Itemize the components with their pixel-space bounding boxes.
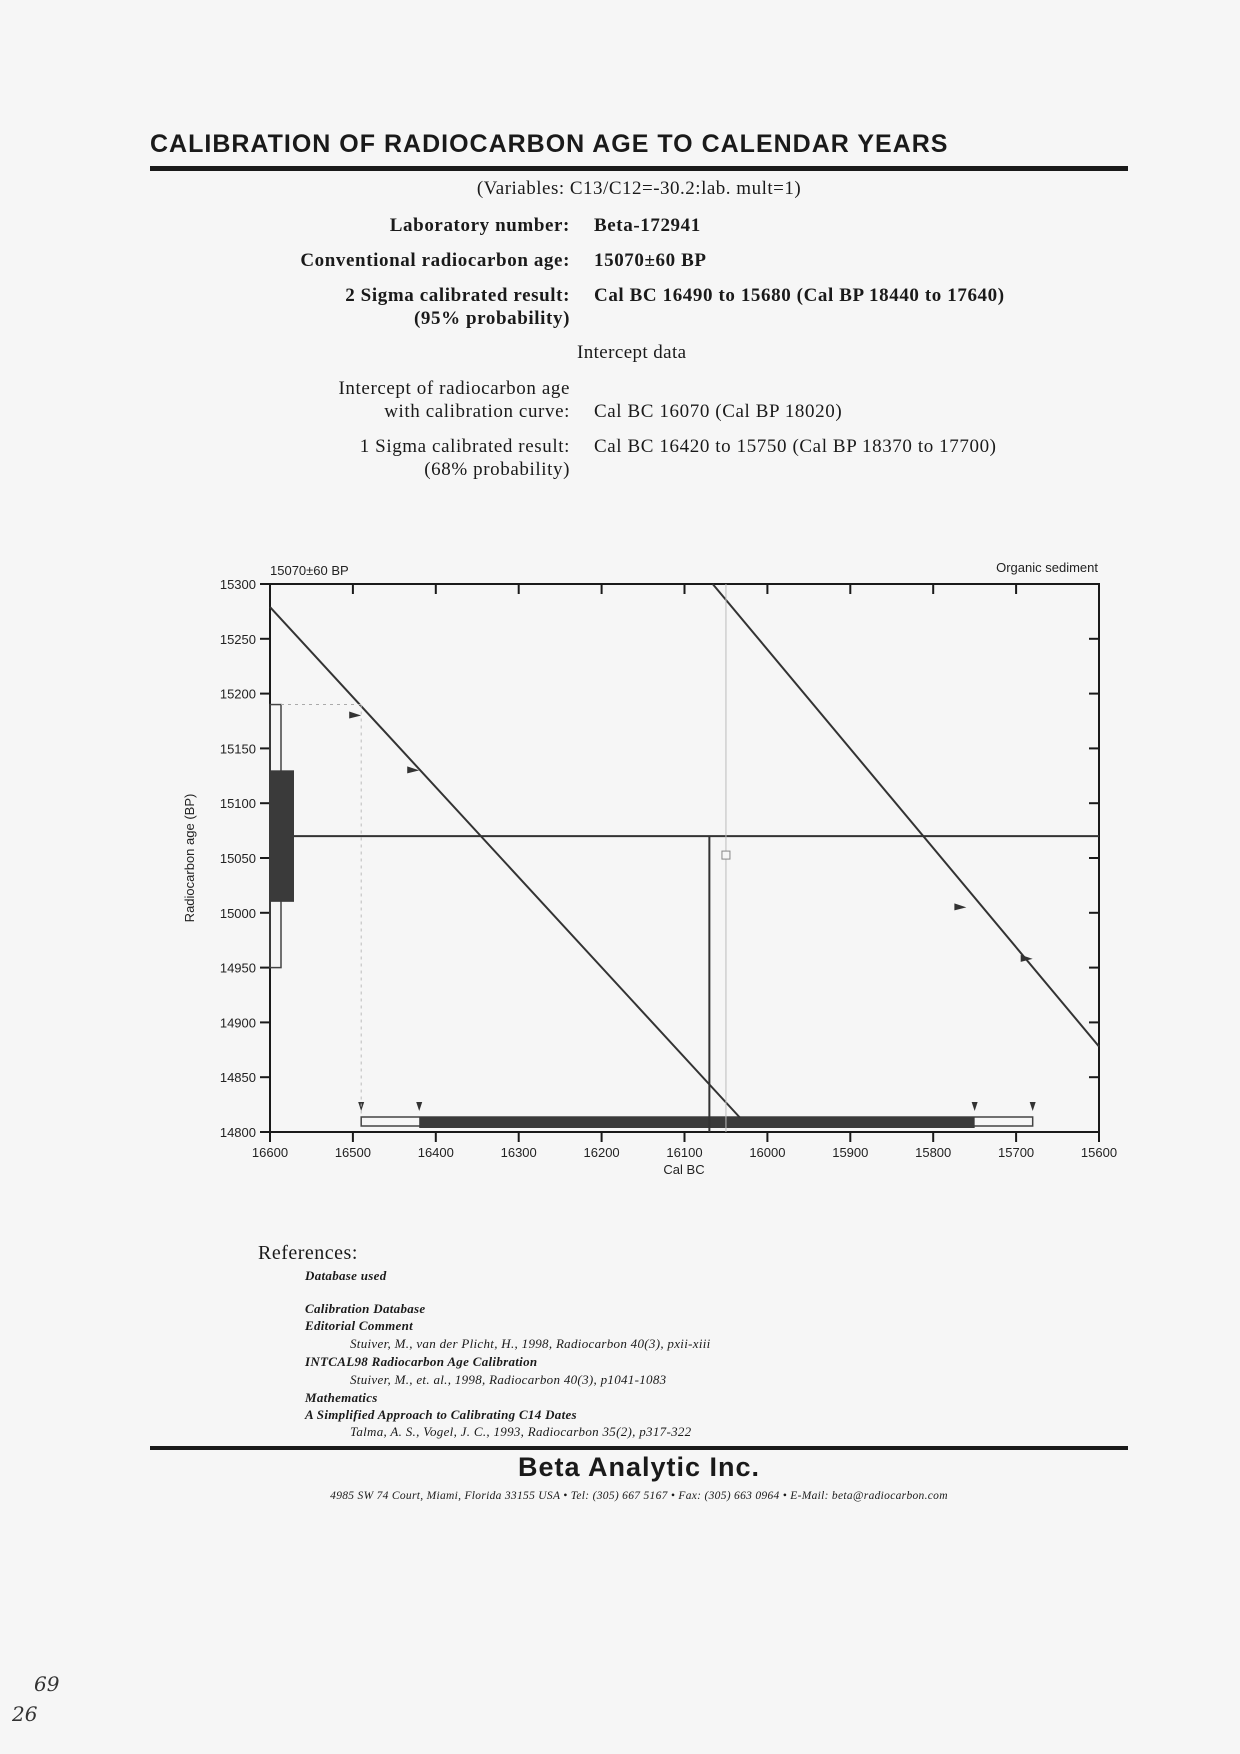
two-sigma-value: Cal BC 16490 to 15680 (Cal BP 18440 to 17640) [594, 285, 1005, 306]
chart-title: 15070±60 BP [270, 563, 349, 578]
ref-mathematics: Mathematics [305, 1390, 378, 1405]
two-sigma-probability: (95% probability) [413, 308, 570, 329]
range-marker [1030, 1102, 1036, 1111]
x-tick-label: 16300 [500, 1145, 537, 1160]
one-sigma-label: 1 Sigma calibrated result: [359, 436, 570, 457]
y-tick-label: 15150 [219, 741, 256, 757]
x-tick-label: 16100 [666, 1145, 703, 1160]
y-tick-label: 14900 [219, 1015, 256, 1031]
lab-number-label: Laboratory number: [389, 215, 570, 236]
y-tick-label: 15100 [219, 796, 256, 812]
handwritten-note-1: 69 [34, 1672, 60, 1696]
y-tick-label: 14950 [219, 960, 256, 976]
ref-citation-stuiver-etal: Stuiver, M., et. al., 1998, Radiocarbon 40(3), p1041-1083 [350, 1372, 667, 1387]
y-tick-label: 15300 [219, 577, 256, 592]
curve-marker [954, 903, 966, 910]
conv-age-label: Conventional radiocarbon age: [300, 250, 570, 271]
range-marker [416, 1102, 422, 1111]
one-sigma-range-bar [419, 1117, 974, 1128]
y-tick-label: 14850 [219, 1070, 256, 1086]
curve-marker [349, 712, 361, 719]
y-tick-label: 15050 [219, 851, 256, 866]
range-marker [972, 1102, 978, 1111]
ref-calibration-database: Calibration Database [305, 1301, 426, 1316]
y-tick-label: 14800 [219, 1125, 256, 1140]
y-axis-label: Radiocarbon age (BP) [182, 793, 197, 923]
sample-type-label: Organic sediment [996, 560, 1098, 575]
x-tick-label: 15700 [998, 1145, 1035, 1160]
ref-intcal98: INTCAL98 Radiocarbon Age Calibration [305, 1354, 538, 1369]
x-tick-label: 16200 [583, 1145, 620, 1160]
intercept-label-line1: Intercept of radiocarbon age [338, 378, 570, 399]
y-tick-label: 15000 [219, 905, 256, 921]
x-tick-label: 16400 [417, 1145, 454, 1160]
calibration-curve [270, 607, 740, 1118]
intercept-marker [722, 851, 730, 859]
conv-age-value: 15070±60 BP [594, 250, 707, 271]
report-title: CALIBRATION OF RADIOCARBON AGE TO CALENDAR YEARS [150, 130, 949, 158]
ref-editorial-comment: Editorial Comment [305, 1318, 414, 1333]
x-tick-label: 15800 [915, 1145, 952, 1160]
x-tick-label: 16600 [251, 1145, 289, 1160]
two-sigma-label: 2 Sigma calibrated result: [345, 285, 570, 306]
intercept-heading: Intercept data [577, 342, 687, 363]
references-heading: References: [258, 1242, 358, 1264]
x-tick-label: 15600 [1080, 1145, 1118, 1160]
intercept-label-line2: with calibration curve: [384, 401, 570, 422]
one-sigma-probability: (68% probability) [424, 459, 570, 480]
y-tick-label: 15250 [219, 631, 256, 647]
company-name: Beta Analytic Inc. [517, 1452, 761, 1482]
calibration-curve [713, 584, 1099, 1047]
y-tick-label: 15200 [219, 686, 256, 702]
x-tick-label: 16500 [334, 1145, 371, 1160]
company-address: 4985 SW 74 Court, Miami, Florida 33155 USA • Tel: (305) 667 5167 • Fax: (305) 663 0964 • E-Mail: beta@radiocarbon.com [330, 1490, 948, 1502]
ref-simplified-approach: A Simplified Approach to Calibrating C14 Dates [305, 1407, 577, 1422]
lab-number-value: Beta-172941 [594, 215, 701, 236]
footer-rule [150, 1446, 1128, 1450]
x-tick-label: 15900 [832, 1145, 869, 1160]
one-sigma-age-box [270, 770, 294, 902]
plot-frame [270, 584, 1099, 1132]
ref-database-used: Database used [305, 1268, 387, 1283]
intercept-value: Cal BC 16070 (Cal BP 18020) [594, 401, 843, 422]
variables-line: (Variables: C13/C12=-30.2:lab. mult=1) [476, 178, 802, 199]
ref-citation-stuiver-vdp: Stuiver, M., van der Plicht, H., 1998, Radiocarbon 40(3), pxii-xiii [350, 1336, 711, 1351]
x-tick-label: 16000 [749, 1145, 786, 1160]
handwritten-note-2: 26 [12, 1702, 38, 1726]
one-sigma-value: Cal BC 16420 to 15750 (Cal BP 18370 to 17700) [594, 436, 997, 457]
ref-citation-talma: Talma, A. S., Vogel, J. C., 1993, Radiocarbon 35(2), p317-322 [350, 1424, 692, 1439]
x-axis-label: Cal BC [663, 1162, 705, 1177]
